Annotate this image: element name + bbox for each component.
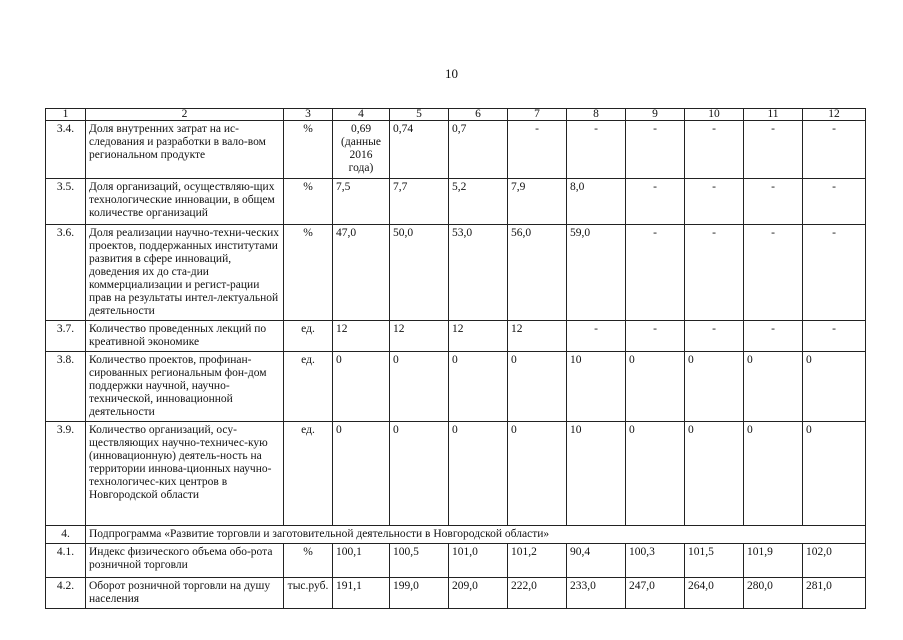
- unit-cell: %: [284, 179, 333, 225]
- value-cell: 0: [803, 422, 866, 526]
- unit-cell: тыс.руб.: [284, 578, 333, 609]
- value-cell: -: [685, 121, 744, 179]
- value-cell: -: [744, 225, 803, 321]
- indicator-name: Количество организаций, осу-ществляющих научно-техничес-кую (инновационную) деятель-ность на территории иннова-ционных научно-технологичес-ких центров в Новгородской области: [86, 422, 284, 526]
- value-cell: 101,9: [744, 544, 803, 578]
- value-cell: 8,0: [567, 179, 626, 225]
- page-number: 10: [445, 66, 458, 81]
- value-cell: 0: [626, 352, 685, 422]
- unit-cell: ед.: [284, 321, 333, 352]
- row-number: 3.9.: [46, 422, 86, 526]
- value-cell: 281,0: [803, 578, 866, 609]
- indicator-name: Оборот розничной торговли на душу населения: [86, 578, 284, 609]
- value-cell: -: [626, 225, 685, 321]
- unit-cell: %: [284, 544, 333, 578]
- column-header: 2: [86, 109, 284, 121]
- value-cell: 0: [685, 352, 744, 422]
- value-cell: 0: [744, 422, 803, 526]
- row-number: 4.1.: [46, 544, 86, 578]
- value-cell: -: [803, 321, 866, 352]
- value-cell: 0: [508, 352, 567, 422]
- value-cell: 56,0: [508, 225, 567, 321]
- value-cell: 0: [626, 422, 685, 526]
- row-number: 3.7.: [46, 321, 86, 352]
- value-cell: 0: [390, 422, 449, 526]
- value-cell: 12: [449, 321, 508, 352]
- table-row: [46, 225, 866, 321]
- value-cell: -: [567, 121, 626, 179]
- column-header: 9: [626, 109, 685, 121]
- indicator-name: Доля реализации научно-техни-ческих проектов, поддержанных институтами развития в сфере инноваций, доведения их до ста-дии коммерциализации и регист-рации прав на результаты интел-лектуальной деятельности: [86, 225, 284, 321]
- value-cell: 199,0: [390, 578, 449, 609]
- value-cell: 10: [567, 422, 626, 526]
- value-cell: -: [626, 321, 685, 352]
- indicators-table: [45, 108, 866, 609]
- table-row: [46, 179, 866, 225]
- value-cell: 233,0: [567, 578, 626, 609]
- value-cell: 280,0: [744, 578, 803, 609]
- table-row: [46, 544, 866, 578]
- indicator-name: Количество проектов, профинан-сированных региональным фон-дом поддержки научной, научно-технической, инновационной деятельности: [86, 352, 284, 422]
- value-cell: 7,9: [508, 179, 567, 225]
- table-row: [46, 422, 866, 526]
- value-cell: 7,7: [390, 179, 449, 225]
- indicator-name: Индекс физического объема обо-рота розничной торговли: [86, 544, 284, 578]
- value-cell: -: [685, 321, 744, 352]
- value-cell: 50,0: [390, 225, 449, 321]
- value-cell: 0,7: [449, 121, 508, 179]
- value-cell: 100,5: [390, 544, 449, 578]
- row-number: 3.6.: [46, 225, 86, 321]
- value-cell: -: [508, 121, 567, 179]
- value-cell: 0: [685, 422, 744, 526]
- unit-cell: ед.: [284, 422, 333, 526]
- value-cell: 191,1: [333, 578, 390, 609]
- value-cell: 0,74: [390, 121, 449, 179]
- column-header: 12: [803, 109, 866, 121]
- subprogram-title: Подпрограмма «Развитие торговли и заготовительной деятельности в Новгородской области»: [86, 526, 866, 544]
- table-row: [46, 578, 866, 609]
- value-cell: -: [744, 121, 803, 179]
- value-cell: -: [803, 179, 866, 225]
- value-cell: 102,0: [803, 544, 866, 578]
- value-cell: 7,5: [333, 179, 390, 225]
- unit-cell: %: [284, 121, 333, 179]
- value-cell: -: [744, 179, 803, 225]
- value-cell: 101,2: [508, 544, 567, 578]
- value-cell: 0: [744, 352, 803, 422]
- subprogram-row: [46, 526, 866, 544]
- value-cell: 0: [508, 422, 567, 526]
- value-cell: 0: [333, 352, 390, 422]
- table-body: [46, 109, 866, 609]
- value-cell: 222,0: [508, 578, 567, 609]
- value-cell: -: [803, 225, 866, 321]
- value-cell: 100,1: [333, 544, 390, 578]
- value-cell: -: [626, 121, 685, 179]
- value-cell: 0: [390, 352, 449, 422]
- column-header: 5: [390, 109, 449, 121]
- value-cell: 0: [333, 422, 390, 526]
- value-cell: 12: [333, 321, 390, 352]
- value-cell: 53,0: [449, 225, 508, 321]
- value-cell: -: [626, 179, 685, 225]
- column-header: 11: [744, 109, 803, 121]
- value-cell: 10: [567, 352, 626, 422]
- value-cell: 209,0: [449, 578, 508, 609]
- column-header: 7: [508, 109, 567, 121]
- column-header: 1: [46, 109, 86, 121]
- subprogram-number: 4.: [46, 526, 86, 544]
- value-cell: 12: [390, 321, 449, 352]
- indicator-name: Доля организаций, осуществляю-щих технологические инновации, в общем количестве организаций: [86, 179, 284, 225]
- column-header: 6: [449, 109, 508, 121]
- indicator-name: Доля внутренних затрат на ис-следования и разработки в вало-вом региональном продукте: [86, 121, 284, 179]
- table-row: [46, 352, 866, 422]
- row-number: 3.5.: [46, 179, 86, 225]
- value-cell: 0: [449, 352, 508, 422]
- row-number: 3.8.: [46, 352, 86, 422]
- value-cell: 101,5: [685, 544, 744, 578]
- value-cell: -: [685, 225, 744, 321]
- value-cell: 247,0: [626, 578, 685, 609]
- column-header-row: [46, 109, 866, 121]
- value-cell: 12: [508, 321, 567, 352]
- row-number: 4.2.: [46, 578, 86, 609]
- value-cell: -: [567, 321, 626, 352]
- unit-cell: ед.: [284, 352, 333, 422]
- value-cell: 0,69 (данные 2016 года): [333, 121, 390, 179]
- value-cell: 100,3: [626, 544, 685, 578]
- value-cell: 90,4: [567, 544, 626, 578]
- unit-cell: %: [284, 225, 333, 321]
- value-cell: 0: [803, 352, 866, 422]
- value-cell: -: [685, 179, 744, 225]
- value-cell: 59,0: [567, 225, 626, 321]
- column-header: 8: [567, 109, 626, 121]
- value-cell: 101,0: [449, 544, 508, 578]
- indicator-name: Количество проведенных лекций по креативной экономике: [86, 321, 284, 352]
- value-cell: 47,0: [333, 225, 390, 321]
- table-row: [46, 121, 866, 179]
- value-cell: -: [744, 321, 803, 352]
- row-number: 3.4.: [46, 121, 86, 179]
- value-cell: 5,2: [449, 179, 508, 225]
- value-cell: 0: [449, 422, 508, 526]
- column-header: 3: [284, 109, 333, 121]
- table-row: [46, 321, 866, 352]
- value-cell: 264,0: [685, 578, 744, 609]
- value-cell: -: [803, 121, 866, 179]
- column-header: 4: [333, 109, 390, 121]
- column-header: 10: [685, 109, 744, 121]
